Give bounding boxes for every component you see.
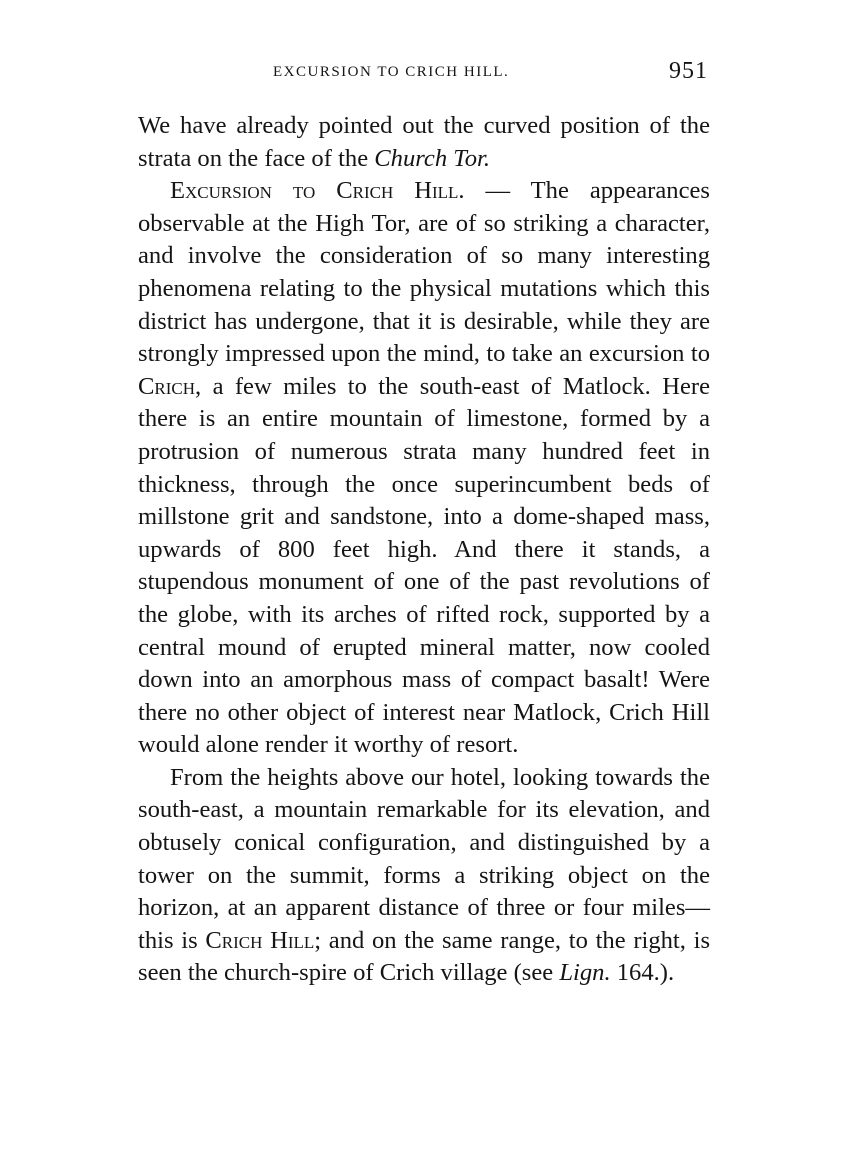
body-text — [138, 110, 710, 990]
paragraph-3 — [138, 762, 710, 990]
lign-reference-italic: Lign. — [559, 959, 611, 987]
paragraph-1-text-a: We have already pointed out the curved position of the strata on the face of the — [138, 112, 710, 172]
book-page — [138, 56, 710, 990]
running-head — [138, 56, 710, 96]
paragraph-2-text-b: , a few miles to the south-east of Matlock. Here there is an entire mountain of limestone, formed by a protrusion of numerous strata many hundred feet in thickness, through the once superincumbent beds of millstone grit and sandstone, into a dome-shaped mass, upwards of 800 feet high. And there it stands, a stupendous monument of one of the past revolutions of the globe, with its arches of rifted rock, supported by a central mound of erupted mineral matter, now cooled down into an amorphous mass of compact basalt! Were there no other object of interest near Matlock, Crich Hill would alone render it worthy of resort. — [138, 372, 710, 759]
running-title: EXCURSION TO CRICH HILL. — [273, 64, 510, 80]
paragraph-1 — [138, 110, 710, 175]
place-name-crich-hill: Crich Hill — [205, 926, 315, 954]
paragraph-3-text-c: 164.). — [610, 959, 675, 987]
paragraph-3-text-b: ; and on the same range, to the right, is seen the church-spire of Crich village (see — [138, 926, 711, 987]
place-name-crich: Crich — [138, 372, 196, 400]
section-heading: Excursion to Crich Hill. — [170, 177, 465, 205]
church-tor-italic: Church Tor. — [374, 144, 490, 172]
paragraph-2-text-a: — The appearances observable at the High Tor, are of so striking a character, and involve the consideration of so many interesting phenomena relating to the physical mutations which this district has undergone, that it is desirable, while they are strongly impressed upon the mind, to take an excursion to — [138, 177, 710, 368]
paragraph-3-text-a: From the heights above our hotel, looking towards the south-east, a mountain remarkable for its elevation, and obtusely conical configuration, and distinguished by a tower on the summit, forms a striking object on the horizon, at an apparent distance of three or four miles—this is — [138, 763, 710, 954]
page-number: 951 — [669, 58, 708, 84]
paragraph-2 — [138, 175, 710, 762]
